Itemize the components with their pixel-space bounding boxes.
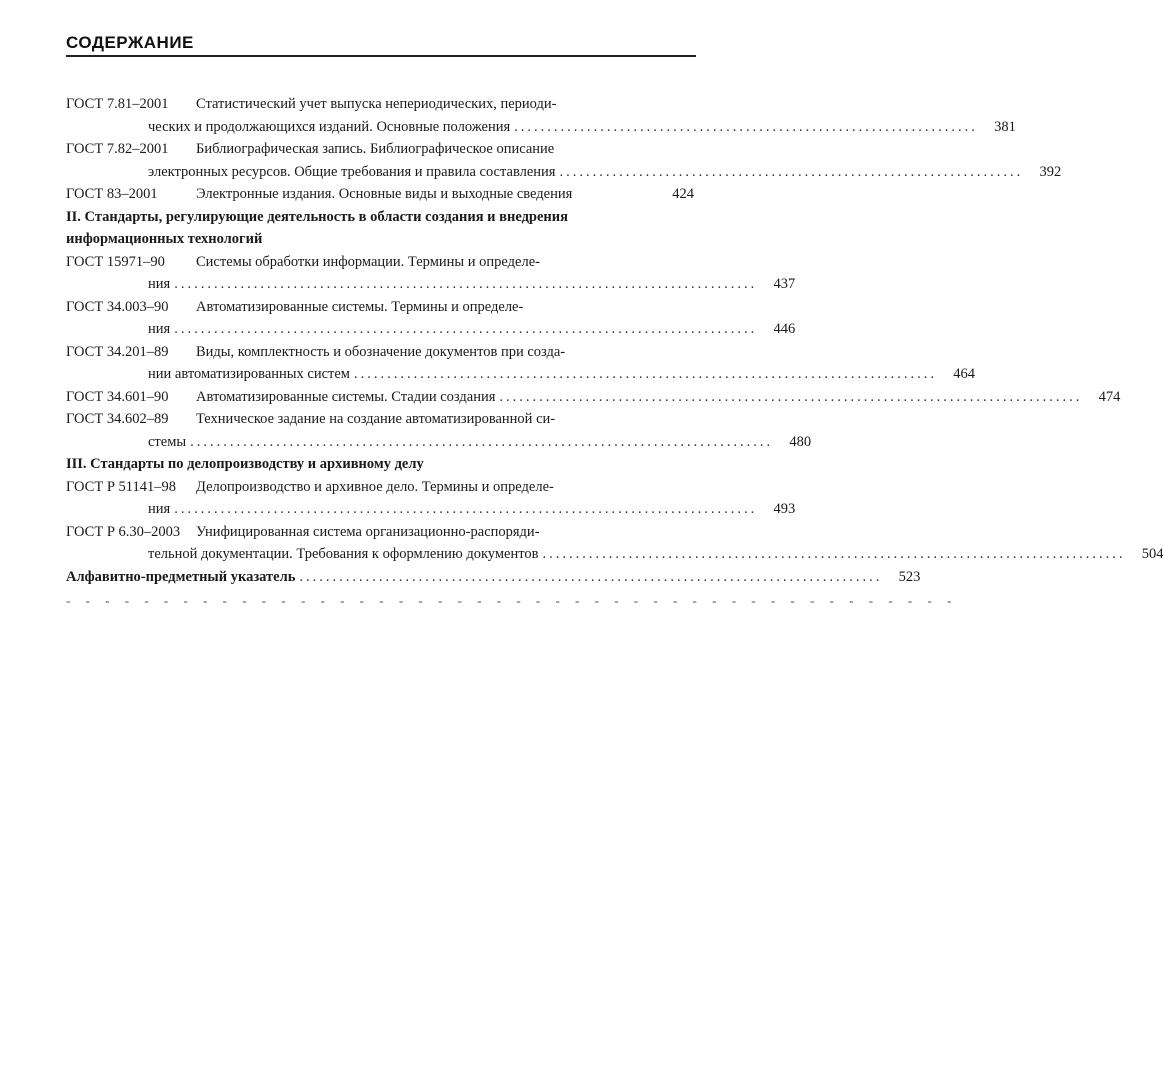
toc-entry-index[interactable] — [66, 566, 921, 589]
entry-page: 480 — [789, 433, 812, 450]
entry-title-continuation: ния — [148, 501, 171, 517]
toc-entry[interactable] — [66, 93, 1016, 138]
entry-code: ГОСТ 7.82–2001 — [66, 141, 169, 157]
index-page: 523 — [898, 568, 921, 585]
entry-page: 474 — [1098, 388, 1121, 405]
leader-dots: ........................................................................................ — [174, 321, 758, 337]
entry-title-continuation: ния — [148, 321, 171, 337]
toc-entry[interactable] — [66, 476, 796, 521]
leader-dots: ........................................................................................ — [299, 568, 883, 585]
leader-dots: ...................................................................... — [514, 118, 978, 135]
entry-code: ГОСТ 34.602–89 — [66, 411, 169, 427]
entry-page: 464 — [953, 366, 975, 382]
entry-title: Электронные издания. Основные виды и выходные сведения — [196, 186, 573, 202]
section-heading[interactable]: II. Стандарты, регулирующие деятельность в области создания и внедрения информационных технологий — [66, 208, 568, 247]
entry-title-continuation: ния — [148, 276, 171, 292]
header-rule — [66, 55, 696, 57]
entry-page: 392 — [1039, 163, 1062, 180]
table-of-contents — [66, 93, 1163, 608]
leader-dots: ........................................................................................ — [542, 546, 1126, 562]
entry-code: ГОСТ 7.81–2001 — [66, 96, 169, 112]
entry-title: Унифицированная система организационно-распоряди- — [196, 523, 540, 540]
page-title: СОДЕРЖАНИЕ — [66, 33, 194, 52]
index-title: Алфавитно-предметный указатель — [66, 568, 296, 585]
entry-title: Виды, комплектность и обозначение документов при созда- — [196, 343, 566, 360]
toc-entry[interactable] — [66, 138, 1062, 183]
entry-page: 504 — [1141, 546, 1163, 562]
entry-title-continuation: стемы — [148, 433, 187, 450]
leader-dots: ........................................................................................ — [499, 388, 1083, 405]
entry-code: ГОСТ 34.601–90 — [66, 388, 169, 405]
toc-entry[interactable] — [66, 521, 1163, 566]
entry-code: ГОСТ 83–2001 — [66, 186, 158, 202]
page-header — [66, 32, 696, 57]
entry-title-continuation: тельной документации. Требования к оформлению документов — [148, 546, 539, 562]
leader-dots: ........................................................................................ — [353, 366, 937, 382]
entry-page: 437 — [773, 276, 796, 292]
entry-title: Библиографическая запись. Библиографическое описание — [196, 141, 555, 157]
toc-entry[interactable] — [66, 251, 796, 296]
entry-title: Автоматизированные системы. Термины и определе- — [196, 298, 524, 315]
entry-page: 381 — [994, 118, 1016, 135]
leader-dots: ........................................................................................ — [190, 433, 774, 450]
leader-dots: ...................................................................... — [559, 163, 1024, 180]
toc-entry[interactable] — [66, 386, 1121, 409]
entry-title: Системы обработки информации. Термины и определе- — [196, 253, 540, 270]
toc-entry[interactable] — [66, 296, 796, 341]
entry-title: Статистический учет выпуска непериодических, периоди- — [196, 96, 557, 112]
entry-page: 424 — [672, 186, 694, 202]
section-heading[interactable]: III. Стандарты по делопроизводству и архивному делу — [66, 456, 424, 472]
entry-title: Техническое задание на создание автоматизированной си- — [196, 411, 556, 427]
entry-page: 493 — [773, 501, 796, 517]
toc-entry[interactable] — [66, 341, 975, 386]
entry-title-continuation: нии автоматизированных систем — [148, 366, 350, 382]
toc-entry[interactable] — [66, 408, 812, 453]
entry-title-continuation: электронных ресурсов. Общие требования и правила составления — [148, 163, 556, 180]
entry-code: ГОСТ Р 51141–98 — [66, 478, 176, 495]
entry-code: ГОСТ Р 6.30–2003 — [66, 523, 181, 540]
entry-code: ГОСТ 15971–90 — [66, 253, 165, 270]
leader-dots: ........................................................................................ — [174, 276, 758, 292]
leader-dots: ........................................................................................ — [174, 501, 758, 517]
entry-code: ГОСТ 34.201–89 — [66, 343, 169, 360]
entry-title: Автоматизированные системы. Стадии создания — [196, 388, 496, 405]
dashed-separator: - - - - - - - - - - - - - - - - - - - - - - - - - - - - - - - - - - - - - - - - - - - - - - — [66, 593, 958, 608]
entry-title: Делопроизводство и архивное дело. Термины и определе- — [196, 478, 554, 495]
entry-code: ГОСТ 34.003–90 — [66, 298, 169, 315]
toc-entry[interactable] — [66, 183, 694, 206]
entry-title-continuation: ческих и продолжающихся изданий. Основные положения — [148, 118, 511, 135]
entry-page: 446 — [773, 321, 796, 337]
